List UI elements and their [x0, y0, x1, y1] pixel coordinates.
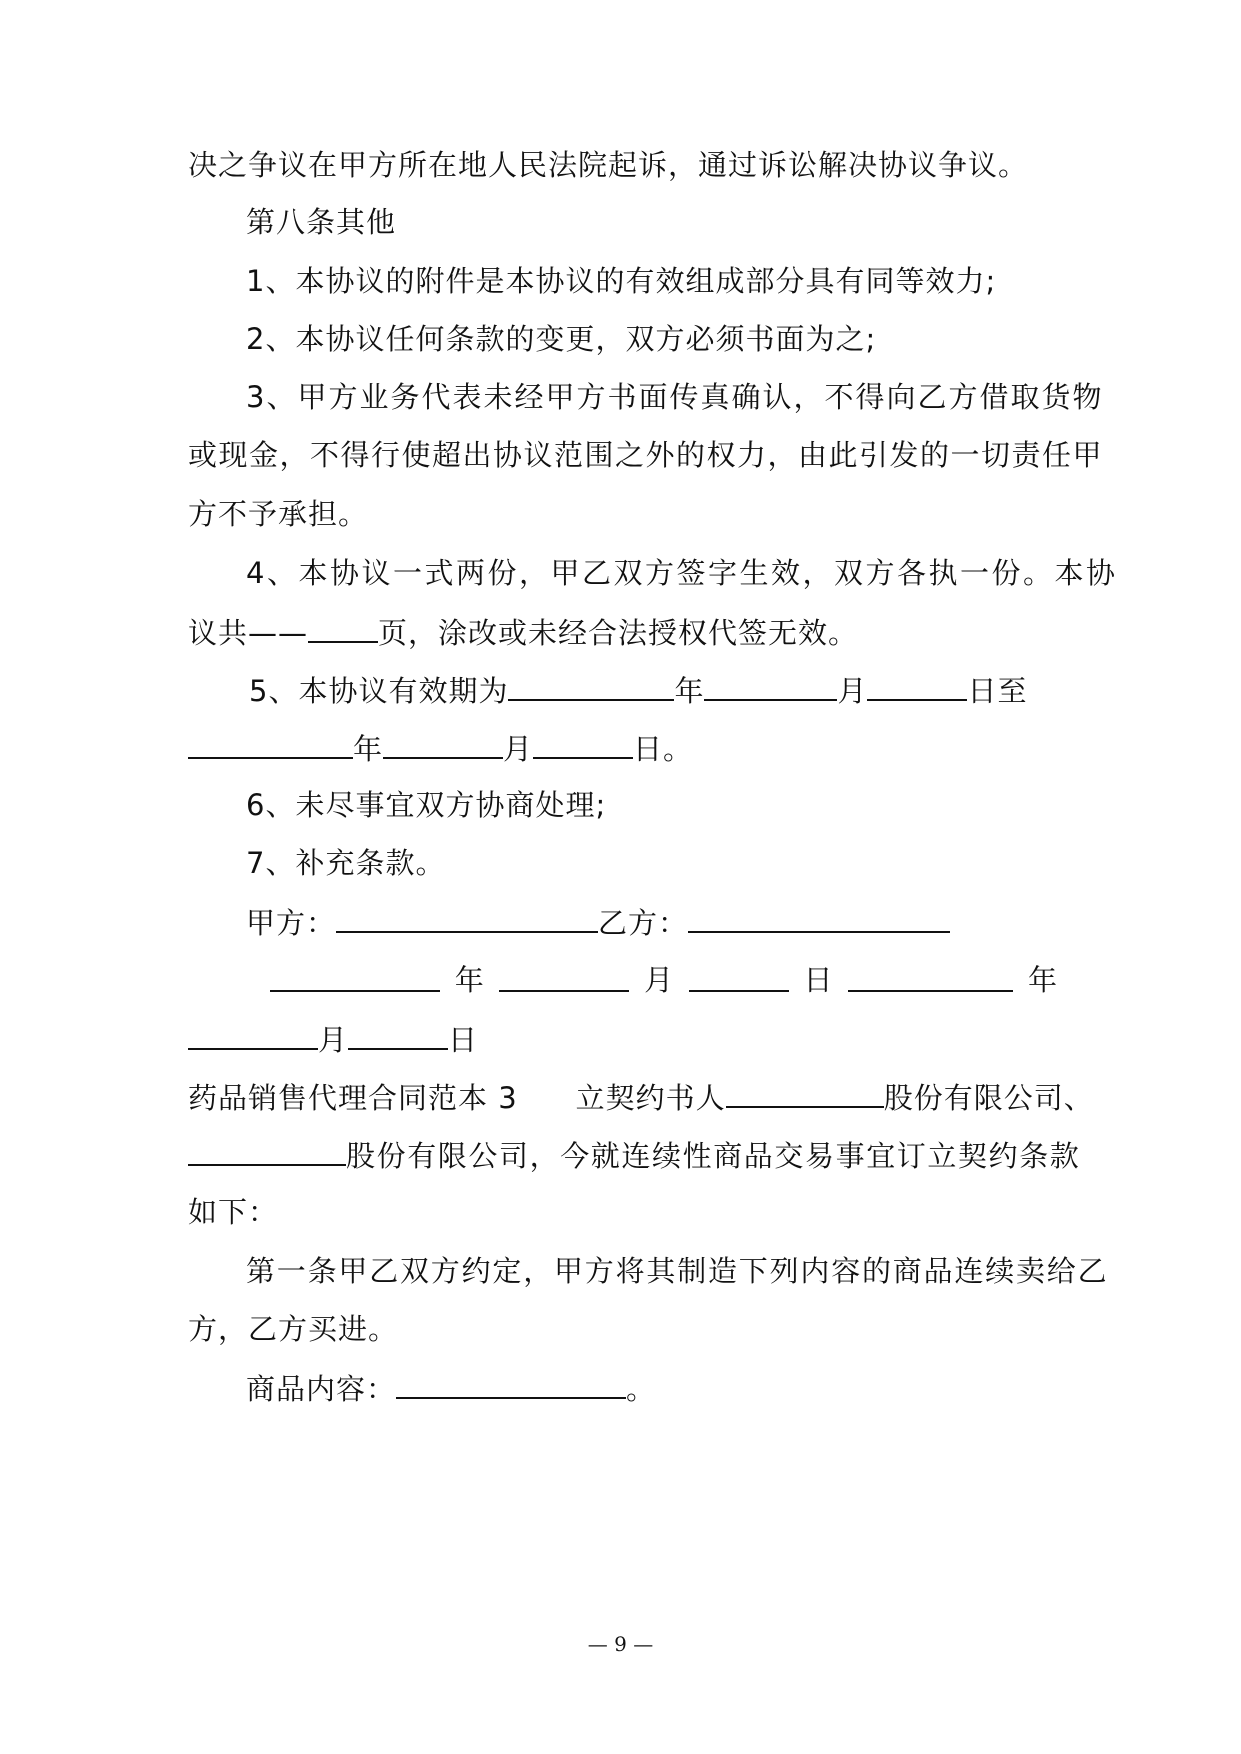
blank-field[interactable]: [848, 960, 1013, 992]
clause-4-line-2: [188, 611, 1058, 653]
text-fragment: 月: [503, 732, 534, 766]
clause-7: 7、补充条款。: [246, 846, 446, 880]
text-fragment: 年: [1027, 963, 1058, 997]
clause-1: 1、本协议的附件是本协议的有效组成部分具有同等效力;: [246, 264, 997, 298]
clause-6: 6、未尽事宜双方协商处理;: [246, 788, 607, 822]
text-fragment: 页，涂改或未经合法授权代签无效。: [378, 616, 859, 650]
text-fragment: 日至: [967, 674, 1028, 708]
blank-field[interactable]: [508, 669, 674, 701]
signature-parties: [246, 901, 1116, 943]
text-fragment: 立契约书人: [575, 1081, 726, 1115]
text-fragment: 年: [454, 963, 485, 997]
clause-3-line-1: 3、甲方业务代表未经甲方书面传真确认，不得向乙方借取货物: [246, 380, 1104, 414]
text-fragment: 月: [837, 674, 868, 708]
text-fragment: 日。: [633, 732, 694, 766]
blank-field[interactable]: [704, 669, 837, 701]
text-fragment: 股份有限公司、: [883, 1081, 1094, 1115]
blank-field[interactable]: [383, 727, 503, 759]
section-heading: 第八条其他: [246, 205, 397, 239]
party-a-signature-field[interactable]: [336, 901, 598, 933]
text-fragment: 月: [318, 1023, 349, 1057]
text-fragment: 5、本协议有效期为: [249, 674, 509, 708]
blank-field[interactable]: [726, 1076, 884, 1108]
blank-field[interactable]: [867, 669, 967, 701]
contract-3-intro-line-2: [188, 1134, 1081, 1176]
clause-2: 2、本协议任何条款的变更，双方必须书面为之;: [246, 322, 877, 356]
goods-content-field[interactable]: [396, 1367, 626, 1399]
text-fragment: 。: [626, 1372, 657, 1406]
clause-5-line-2: [188, 727, 1058, 769]
blank-field[interactable]: [188, 1018, 318, 1050]
blank-field[interactable]: [689, 960, 789, 992]
clause-3-line-3: 方不予承担。: [188, 497, 369, 531]
blank-field[interactable]: [188, 727, 353, 759]
party-a-label: 甲方：: [246, 906, 337, 940]
blank-field[interactable]: [270, 960, 440, 992]
blank-field[interactable]: [188, 1134, 346, 1166]
contract-3-intro-line-3: 如下：: [188, 1195, 279, 1229]
text-fragment: 月: [644, 963, 675, 997]
text-fragment: 议共——: [188, 616, 309, 650]
text-line: 决之争议在甲方所在地人民法院起诉，通过诉讼解决协议争议。: [188, 148, 1029, 182]
blank-field[interactable]: [533, 727, 633, 759]
text-fragment: 日: [448, 1023, 479, 1057]
party-b-label: 乙方：: [598, 906, 689, 940]
clause-3-line-2: 或现金，不得行使超出协议范围之外的权力，由此引发的一切责任甲: [188, 438, 1104, 472]
contract-3-intro-line-1: [188, 1076, 1094, 1118]
clause-4-line-1: 4、本协议一式两份，甲乙双方签字生效，双方各执一份。本协: [246, 556, 1118, 590]
blank-field[interactable]: [348, 1018, 448, 1050]
text-fragment: 股份有限公司，今就连续性商品交易事宜订立契约条款: [346, 1139, 1081, 1173]
signature-dates-line-2: [188, 1018, 1058, 1060]
text-fragment: 年: [674, 674, 705, 708]
text-fragment: 年: [353, 732, 384, 766]
article-1-line-2: 方，乙方买进。: [188, 1312, 399, 1346]
contract-title: 药品销售代理合同范本 3: [188, 1081, 518, 1115]
signature-dates-line-1: [270, 960, 1058, 1000]
article-1-line-1: 第一条甲乙双方约定，甲方将其制造下列内容的商品连续卖给乙: [246, 1254, 1109, 1288]
goods-content-label: 商品内容：: [246, 1372, 397, 1406]
clause-5-line-1: [249, 669, 1058, 711]
text-fragment: 日: [803, 963, 834, 997]
blank-field[interactable]: [308, 611, 378, 643]
page-number: — 9 —: [587, 1632, 654, 1656]
party-b-signature-field[interactable]: [688, 901, 950, 933]
goods-content-line: [246, 1367, 1116, 1409]
blank-field[interactable]: [499, 960, 629, 992]
